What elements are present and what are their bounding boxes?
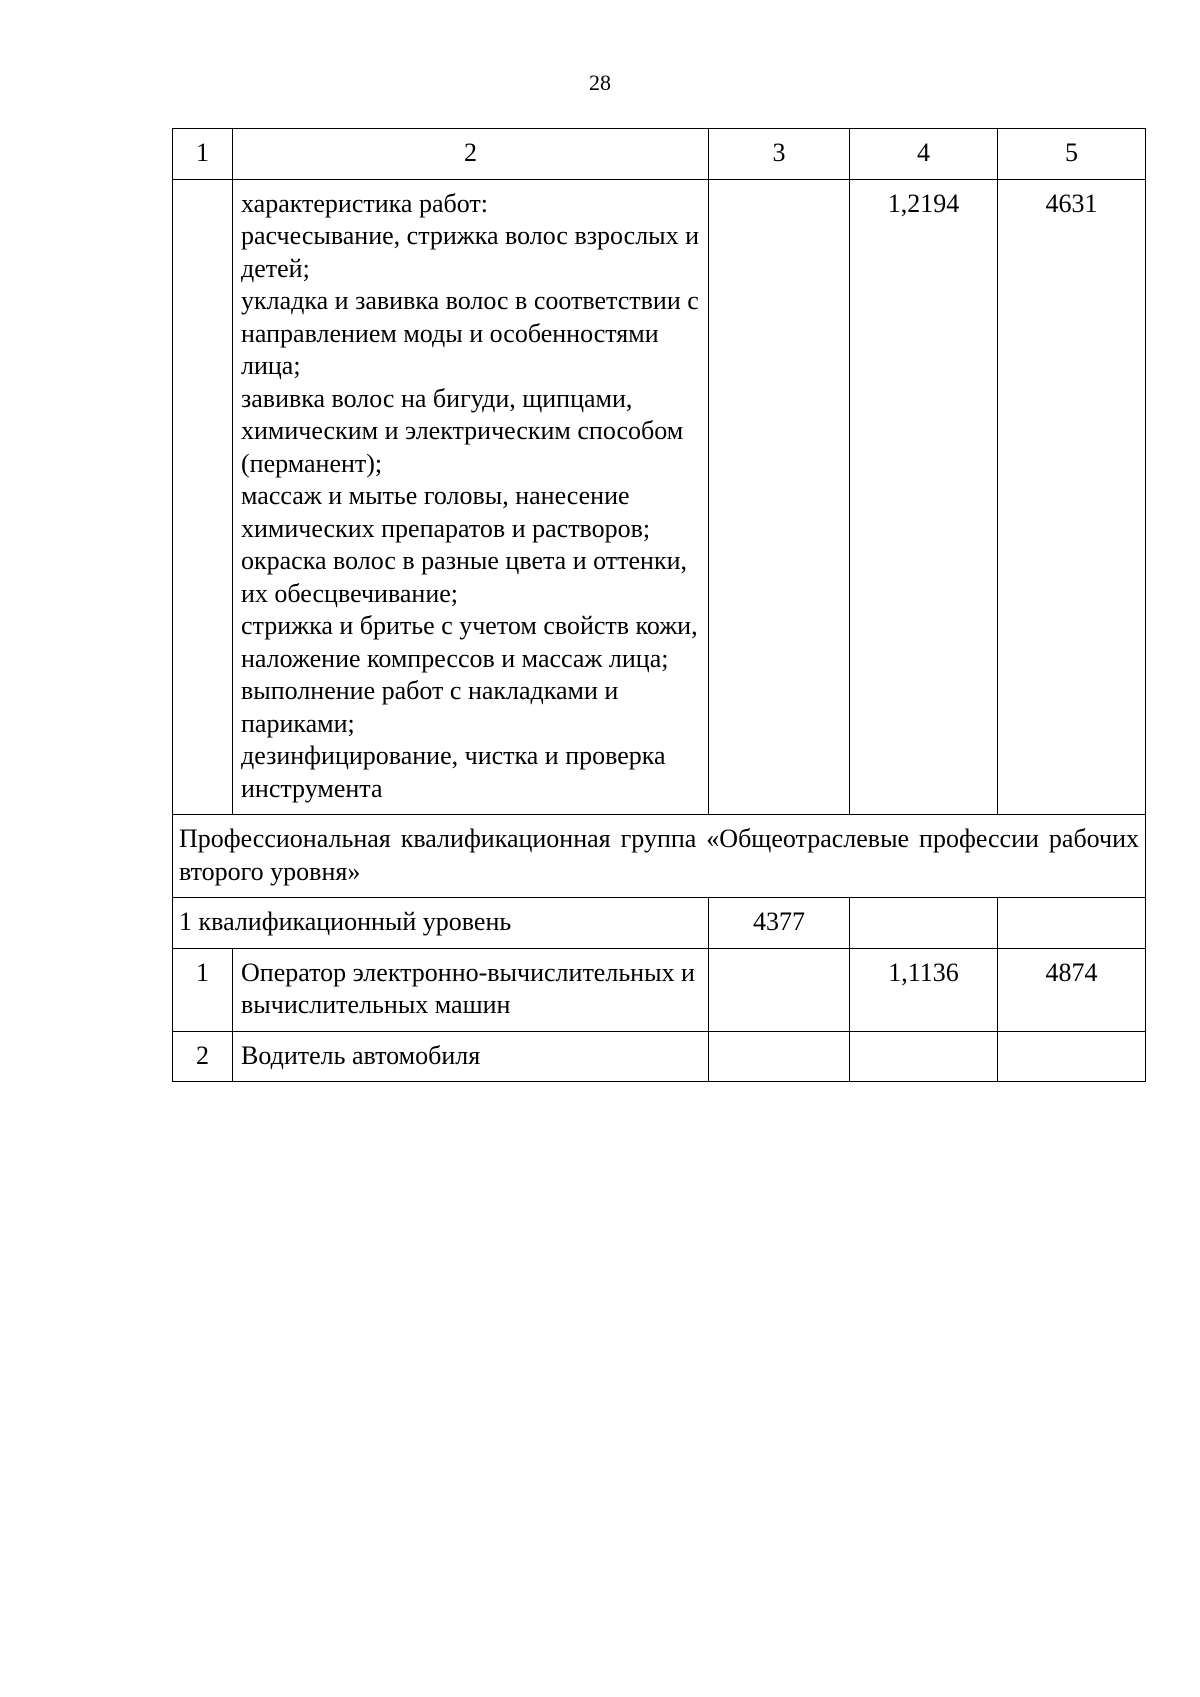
salary-cell: 4874 xyxy=(998,948,1146,1031)
profession-name-cell: Водитель автомобиля xyxy=(233,1031,709,1082)
row-number-cell: 1 xyxy=(173,948,233,1031)
coefficient-cell: 1,1136 xyxy=(850,948,998,1031)
table-header-row xyxy=(173,129,1146,180)
base-salary-cell xyxy=(709,948,850,1031)
base-salary-cell xyxy=(709,1031,850,1082)
level-label-cell: 1 квалификационный уровень xyxy=(173,898,709,949)
table-row xyxy=(173,948,1146,1031)
group-heading-cell: Профессиональная квалификационная группа «Общеотраслевые профессии рабочих второго уровня» xyxy=(173,815,1146,898)
level-row xyxy=(173,898,1146,949)
level-coefficient-cell xyxy=(850,898,998,949)
group-heading-row xyxy=(173,815,1146,898)
coefficient-cell: 1,2194 xyxy=(850,179,998,815)
profession-name-cell: Оператор электронно-вычислительных и вычислительных машин xyxy=(233,948,709,1031)
row-number-cell xyxy=(173,179,233,815)
header-col-3: 3 xyxy=(709,129,850,180)
row-number-cell: 2 xyxy=(173,1031,233,1082)
table-row xyxy=(173,179,1146,815)
coefficient-cell xyxy=(850,1031,998,1082)
header-col-5: 5 xyxy=(998,129,1146,180)
table-row xyxy=(173,1031,1146,1082)
header-col-1: 1 xyxy=(173,129,233,180)
page-number: 28 xyxy=(589,70,611,95)
header-col-2: 2 xyxy=(233,129,709,180)
base-salary-cell xyxy=(709,179,850,815)
salary-cell: 4631 xyxy=(998,179,1146,815)
work-description-cell: характеристика работ: расчесывание, стрижка волос взрослых и детей; укладка и завивка волос в соответствии с направлением моды и особенностями лица; завивка волос на бигуди, щипцами, химическим и электрическим способом (перманент); массаж и мытье головы, нанесение химических препаратов и растворов; окраска волос в разные цвета и оттенки, их обесцвечивание; стрижка и бритье с учетом свойств кожи, наложение компрессов и массаж лица; выполнение работ с накладками и париками; дезинфицирование, чистка и проверка инструмента xyxy=(233,179,709,815)
salary-cell xyxy=(998,1031,1146,1082)
salary-table xyxy=(172,128,1146,1082)
header-col-4: 4 xyxy=(850,129,998,180)
level-salary-cell xyxy=(998,898,1146,949)
level-base-salary-cell: 4377 xyxy=(709,898,850,949)
